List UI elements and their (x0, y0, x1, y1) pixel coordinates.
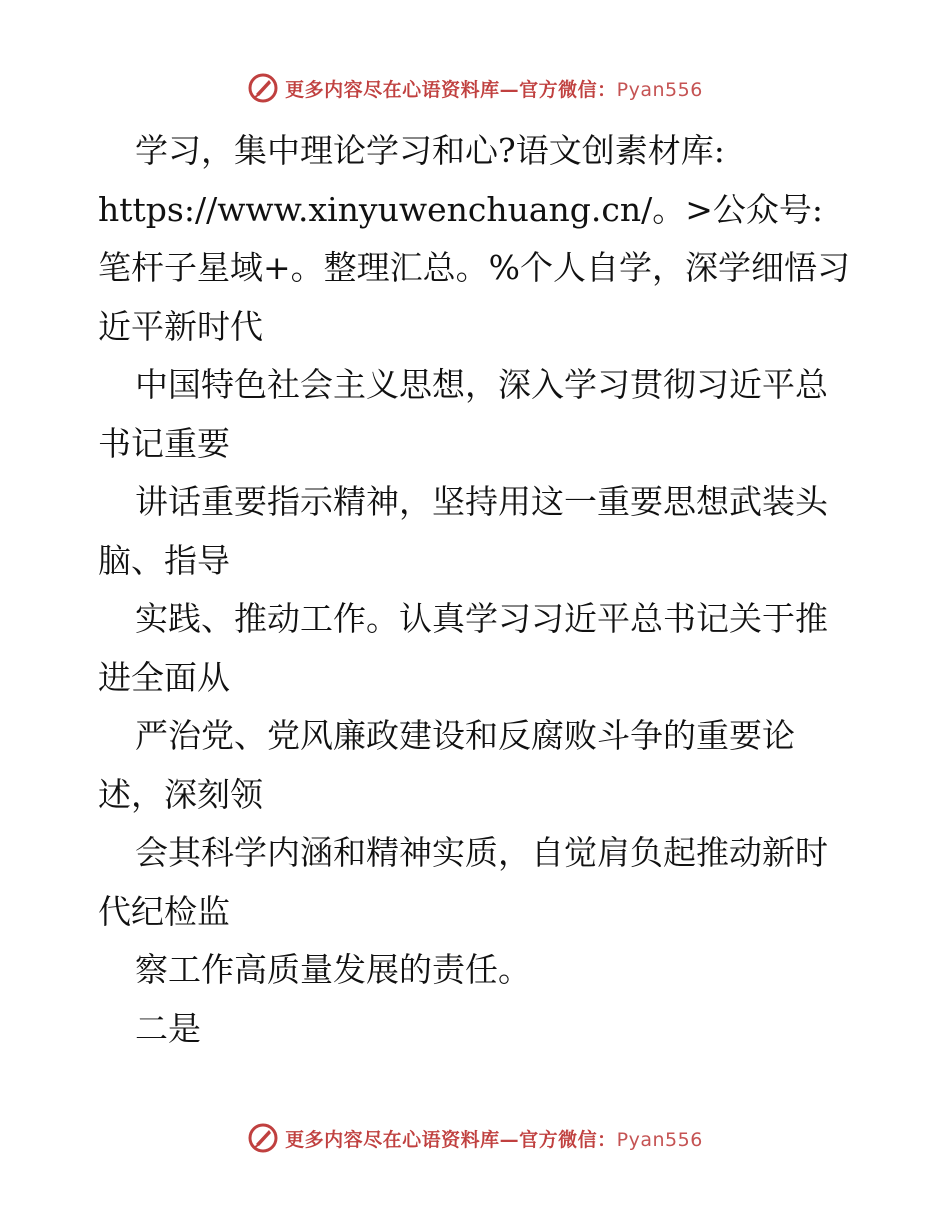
paragraph: 会其科学内涵和精神实质，自觉肩负起推动新时代纪检监 (98, 833, 828, 931)
paragraph: 实践、推动工作。认真学习习近平总书记关于推进全面从 (98, 599, 828, 697)
paragraph: 讲话重要指示精神，坚持用这一重要思想武装头脑、指导 (98, 482, 828, 580)
quill-logo-icon (247, 1122, 279, 1154)
quill-logo-icon (247, 72, 279, 104)
watermark-text: 更多内容尽在心语资料库—官方微信：Pyan556 (285, 78, 703, 101)
paragraph: 严治党、党风廉政建设和反腐败斗争的重要论述，深刻领 (98, 716, 795, 814)
document-body (98, 122, 858, 1058)
paragraph: 学习，集中理论学习和心?语文创素材库: (135, 131, 725, 170)
paragraph: https://www.xinyuwenchuang.cn/。>公众号: 笔杆子星域+。整理汇总。%个人自学，深学细悟习近平新时代 (98, 189, 851, 346)
footer-watermark (0, 1122, 950, 1154)
paragraph: 二是 (135, 1008, 201, 1048)
header-watermark (0, 72, 950, 104)
watermark-text: 更多内容尽在心语资料库—官方微信：Pyan556 (285, 1128, 703, 1151)
paragraph: 察工作高质量发展的责任。 (135, 950, 531, 989)
paragraph: 中国特色社会主义思想，深入学习贯彻习近平总书记重要 (98, 365, 828, 463)
